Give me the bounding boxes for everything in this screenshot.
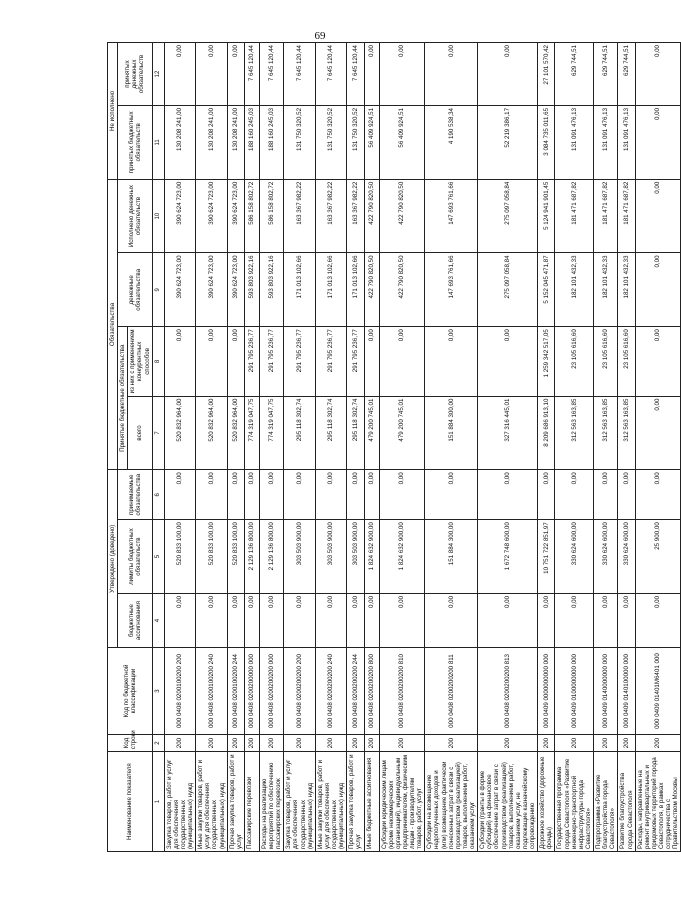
table-row [635, 43, 681, 852]
table-body [164, 43, 681, 852]
cell-monetary-obligations: 593 803 922,16 [259, 253, 283, 327]
cell-executed-monetary: 390 624 723,00 [164, 179, 196, 253]
cell-monetary-obligations: 171 013 102,66 [315, 253, 347, 327]
cell-monetary-obligations: 422 790 820,50 [379, 253, 425, 327]
cell-unexecuted-monetary: 0,00 [425, 43, 478, 106]
rotated-table-wrapper [107, 42, 680, 852]
cell-budget-obligations-total: 312 563 163,85 [555, 396, 594, 470]
cell-executed-monetary: 163 367 982,22 [284, 179, 316, 253]
cell-budget-obligations-competitive: 0,00 [227, 327, 244, 396]
row-kbk-cell: 000 0409 01401M6401 000 [635, 648, 681, 735]
header-approved-ba: бюджетные ассигнования [118, 593, 153, 647]
cell-budget-allocations: 0,00 [259, 593, 283, 647]
cell-unexecuted-monetary: 629 744,51 [594, 43, 618, 106]
cell-budget-obligations-competitive: 0,00 [379, 327, 425, 396]
row-kbk-cell: 000 0408 0200200200 244 [347, 648, 364, 735]
cell-unexecuted-monetary: 0,00 [227, 43, 244, 106]
row-kbk-cell: 000 0408 0200100200 200 [164, 648, 196, 735]
cell-accepted-obligations: 0,00 [347, 470, 364, 520]
row-code-cell: 200 [244, 734, 259, 751]
cell-budget-obligations-total: 520 832 964,00 [164, 396, 196, 470]
row-kbk-cell: 000 0408 0200200000 000 [244, 648, 259, 735]
row-kbk-cell: 000 0408 0200100200 240 [196, 648, 228, 735]
table-row [315, 43, 347, 852]
cell-unexecuted-budget: 130 208 241,00 [164, 105, 196, 179]
row-kbk-cell: 000 0408 0200200200 810 [379, 648, 425, 735]
row-name-cell: Закупка товаров, работ и услуг для обеспечения государственных (муниципальных) нужд [284, 752, 316, 852]
cell-budget-obligations-competitive: 291 795 236,77 [259, 327, 283, 396]
cell-obligation-limits: 303 503 900,00 [284, 520, 316, 594]
cell-unexecuted-monetary: 27 101 570,42 [538, 43, 555, 106]
cell-executed-monetary: 390 624 723,00 [227, 179, 244, 253]
cell-unexecuted-monetary: 0,00 [196, 43, 228, 106]
row-name-cell: Закупка товаров, работ и услуг для обеспечения государственных (муниципальных) нужд [164, 752, 196, 852]
cell-budget-obligations-competitive: 23 105 616,60 [594, 327, 618, 396]
cell-unexecuted-budget: 131 091 476,13 [618, 105, 635, 179]
row-code-cell: 200 [538, 734, 555, 751]
cell-budget-obligations-competitive: 0,00 [196, 327, 228, 396]
cell-unexecuted-monetary: 7 645 120,44 [259, 43, 283, 106]
cell-budget-allocations: 0,00 [364, 593, 379, 647]
cell-executed-monetary: 181 471 687,82 [618, 179, 635, 253]
table-row [164, 43, 196, 852]
row-name-cell: Расходы на реализацию мероприятий по обеспечению пассажирских перевозок [259, 752, 283, 852]
row-code-cell: 200 [555, 734, 594, 751]
row-code-cell: 200 [425, 734, 478, 751]
cell-accepted-obligations: 0,00 [425, 470, 478, 520]
cell-budget-allocations: 0,00 [227, 593, 244, 647]
cell-budget-obligations-total: 312 563 163,85 [618, 396, 635, 470]
table-row [196, 43, 228, 852]
cell-unexecuted-budget: 131 091 476,13 [555, 105, 594, 179]
cell-budget-obligations-competitive: 23 105 616,60 [555, 327, 594, 396]
cell-accepted-obligations: 0,00 [538, 470, 555, 520]
row-name-cell: Подпрограмма «Развитие благоустройства города Севастополя» [594, 752, 618, 852]
row-kbk-cell: 000 0409 0100000000 000 [555, 648, 594, 735]
table-row [594, 43, 618, 852]
row-name-cell: Государственная программа города Севастополя «Развитие инженерно-транспортной инфраструктуры города Севастополя» [555, 752, 594, 852]
cell-unexecuted-budget: 56 409 924,51 [379, 105, 425, 179]
row-name-cell: Субсидии на возмещение недополученных доходов и (или) возмещение фактически понесенных затрат в связи с производством (реализацией) товаров, выполнением работ, оказанием услуг [425, 752, 478, 852]
cell-budget-obligations-total: 479 200 745,01 [379, 396, 425, 470]
cell-monetary-obligations: 593 803 922,16 [244, 253, 259, 327]
cell-budget-obligations-competitive: 291 795 236,77 [244, 327, 259, 396]
table-row [259, 43, 283, 852]
table-row [244, 43, 259, 852]
header-code: Код строки [108, 734, 153, 751]
budget-report-table [107, 42, 681, 852]
cell-monetary-obligations: 182 101 432,33 [594, 253, 618, 327]
row-name-cell: Развитие благоустройства города Севастополя [618, 752, 635, 852]
cell-budget-allocations: 0,00 [478, 593, 538, 647]
table-row [379, 43, 425, 852]
cell-accepted-obligations: 0,00 [379, 470, 425, 520]
cell-budget-allocations: 0,00 [555, 593, 594, 647]
cell-unexecuted-budget: 0,00 [635, 105, 681, 179]
cell-accepted-obligations: 0,00 [284, 470, 316, 520]
cell-executed-monetary: 390 624 723,00 [196, 179, 228, 253]
header-obligations: Обязательства [108, 179, 118, 470]
cell-executed-monetary: 275 097 058,84 [478, 179, 538, 253]
row-kbk-cell: 000 0409 0140100000 000 [618, 648, 635, 735]
cell-budget-allocations: 0,00 [244, 593, 259, 647]
cell-obligation-limits: 1 824 632 900,00 [379, 520, 425, 594]
row-kbk-cell: 000 0408 0200200200 240 [315, 648, 347, 735]
cell-unexecuted-budget: 188 160 245,03 [259, 105, 283, 179]
cell-unexecuted-monetary: 7 645 120,44 [244, 43, 259, 106]
row-code-cell: 200 [164, 734, 196, 751]
cell-budget-allocations: 0,00 [635, 593, 681, 647]
table-row [227, 43, 244, 852]
cell-executed-monetary: 422 790 820,50 [379, 179, 425, 253]
cell-monetary-obligations: 171 013 102,66 [284, 253, 316, 327]
header-budget-code: Код по бюджетной классификации [108, 648, 153, 735]
row-kbk-cell: 000 0408 0200200200 200 [284, 648, 316, 735]
row-kbk-cell: 000 0408 0200200200 800 [364, 648, 379, 735]
cell-monetary-obligations: 5 152 045 471,87 [538, 253, 555, 327]
row-code-cell: 200 [635, 734, 681, 751]
cell-accepted-obligations: 0,00 [594, 470, 618, 520]
col-number: 11 [152, 105, 164, 179]
cell-executed-monetary: 163 367 982,22 [347, 179, 364, 253]
cell-obligation-limits: 520 833 100,00 [164, 520, 196, 594]
cell-budget-obligations-competitive: 0,00 [635, 327, 681, 396]
cell-budget-obligations-total: 774 319 047,75 [244, 396, 259, 470]
cell-unexecuted-budget: 3 084 735 011,65 [538, 105, 555, 179]
header-ne-monetary: принятых денежных обязательств [118, 43, 153, 106]
cell-obligation-limits: 10 751 722 851,97 [538, 520, 555, 594]
cell-accepted-obligations: 0,00 [196, 470, 228, 520]
cell-obligation-limits: 2 129 136 800,00 [244, 520, 259, 594]
row-code-cell: 200 [364, 734, 379, 751]
cell-monetary-obligations: 390 624 723,00 [227, 253, 244, 327]
cell-budget-allocations: 0,00 [196, 593, 228, 647]
cell-accepted-obligations: 0,00 [478, 470, 538, 520]
col-number: 3 [152, 648, 164, 735]
cell-obligation-limits: 330 624 600,00 [618, 520, 635, 594]
cell-accepted-obligations: 0,00 [259, 470, 283, 520]
cell-monetary-obligations: 275 097 058,84 [478, 253, 538, 327]
cell-budget-allocations: 0,00 [164, 593, 196, 647]
row-name-cell: Субсидии (гранты в форме субсидий) на финансовое обеспечение затрат в связи с производством (реализацией) товаров, выполнением работ, оказанием услуг, не подлежащие казначейскому сопровождению [478, 752, 538, 852]
cell-unexecuted-budget: 131 750 320,52 [347, 105, 364, 179]
cell-unexecuted-monetary: 7 645 120,44 [347, 43, 364, 106]
cell-budget-obligations-competitive: 0,00 [425, 327, 478, 396]
header-approved-limits: лимиты бюджетных обязательств [118, 520, 153, 594]
row-name-cell: Иные закупки товаров, работ и услуг для обеспечения государственных (муниципальных) нужд [315, 752, 347, 852]
cell-unexecuted-monetary: 0,00 [379, 43, 425, 106]
cell-obligation-limits: 2 129 136 800,00 [259, 520, 283, 594]
cell-unexecuted-budget: 131 750 320,52 [315, 105, 347, 179]
cell-budget-allocations: 0,00 [315, 593, 347, 647]
row-name-cell: Расходы, направленные на ремонт внутриквартальных и придомовых территорий города Севастополя, в рамках сотрудничества с Правительством Москвы [635, 752, 681, 852]
cell-unexecuted-budget: 52 219 386,17 [478, 105, 538, 179]
cell-unexecuted-budget: 131 091 476,13 [594, 105, 618, 179]
row-kbk-cell: 000 0408 0200100200 244 [227, 648, 244, 735]
row-code-cell: 200 [594, 734, 618, 751]
row-name-cell: Дорожное хозяйство (дорожные фонды) [538, 752, 555, 852]
cell-obligation-limits: 1 824 632 900,00 [364, 520, 379, 594]
table-row [347, 43, 364, 852]
cell-accepted-obligations: 0,00 [244, 470, 259, 520]
col-number: 6 [152, 470, 164, 520]
cell-accepted-obligations: 0,00 [555, 470, 594, 520]
cell-budget-allocations: 0,00 [347, 593, 364, 647]
cell-budget-obligations-competitive: 291 795 236,77 [347, 327, 364, 396]
cell-budget-obligations-total: 295 118 302,74 [315, 396, 347, 470]
row-name-cell: Субсидии юридическим лицам (кроме некоммерческих организаций), индивидуальным предпринимателям, физическим лицам - производителям товаров, работ, услуг [379, 752, 425, 852]
cell-obligation-limits: 330 624 600,00 [594, 520, 618, 594]
cell-monetary-obligations: 171 013 102,66 [347, 253, 364, 327]
row-kbk-cell: 000 0409 0000000000 000 [538, 648, 555, 735]
cell-budget-obligations-competitive: 1 259 342 517,05 [538, 327, 555, 396]
cell-budget-obligations-total: 0,00 [635, 396, 681, 470]
cell-budget-obligations-total: 8 209 686 913,10 [538, 396, 555, 470]
cell-obligation-limits: 303 503 900,00 [315, 520, 347, 594]
header-approved-accepted: принимаемые обязательства [118, 470, 153, 520]
cell-budget-obligations-total: 312 563 163,85 [594, 396, 618, 470]
cell-unexecuted-monetary: 0,00 [478, 43, 538, 106]
cell-budget-obligations-total: 520 832 964,00 [196, 396, 228, 470]
cell-obligation-limits: 330 624 600,00 [555, 520, 594, 594]
cell-unexecuted-budget: 131 750 320,52 [284, 105, 316, 179]
row-code-cell: 200 [347, 734, 364, 751]
header-approved: Утверждено (доведено) [108, 470, 118, 648]
row-name-cell: Пассажирские перевозки [244, 752, 259, 852]
cell-monetary-obligations: 422 790 820,50 [364, 253, 379, 327]
cell-unexecuted-budget: 4 190 538,34 [425, 105, 478, 179]
row-name-cell: Иные закупки товаров, работ и услуг для обеспечения государственных (муниципальных) нужд [196, 752, 228, 852]
row-code-cell: 200 [284, 734, 316, 751]
cell-unexecuted-monetary: 7 645 120,44 [284, 43, 316, 106]
header-name: Наименование показателя [108, 752, 153, 852]
col-number: 1 [152, 752, 164, 852]
col-number: 4 [152, 593, 164, 647]
table-row [555, 43, 594, 852]
cell-budget-obligations-competitive: 0,00 [164, 327, 196, 396]
cell-budget-obligations-competitive: 23 105 616,60 [618, 327, 635, 396]
row-kbk-cell: 000 0408 0200200200 000 [259, 648, 283, 735]
cell-monetary-obligations: 147 693 761,66 [425, 253, 478, 327]
cell-obligation-limits: 151 884 300,00 [425, 520, 478, 594]
row-kbk-cell: 000 0408 0200200200 811 [425, 648, 478, 735]
cell-budget-obligations-total: 774 319 047,75 [259, 396, 283, 470]
row-code-cell: 200 [259, 734, 283, 751]
header-competitive: из них с применением конкурентных способов [128, 327, 152, 396]
cell-obligation-limits: 520 833 100,00 [196, 520, 228, 594]
cell-unexecuted-budget: 56 409 924,51 [364, 105, 379, 179]
cell-monetary-obligations: 390 624 723,00 [164, 253, 196, 327]
cell-budget-obligations-total: 327 316 445,01 [478, 396, 538, 470]
row-name-cell: Прочая закупка товаров, работ и услуг [227, 752, 244, 852]
cell-executed-monetary: 5 124 941 901,45 [538, 179, 555, 253]
cell-accepted-obligations: 0,00 [635, 470, 681, 520]
row-kbk-cell: 000 0409 0140000000 000 [594, 648, 618, 735]
row-code-cell: 200 [315, 734, 347, 751]
cell-monetary-obligations: 0,00 [635, 253, 681, 327]
cell-budget-obligations-competitive: 0,00 [364, 327, 379, 396]
cell-budget-obligations-total: 520 832 964,00 [227, 396, 244, 470]
header-not-executed: Не исполнено [108, 43, 118, 180]
cell-accepted-obligations: 0,00 [227, 470, 244, 520]
cell-executed-monetary: 586 158 802,72 [259, 179, 283, 253]
header-monetary: денежные обязательства [118, 253, 153, 327]
row-name-cell: Прочая закупка товаров, работ и услуг [347, 752, 364, 852]
cell-unexecuted-monetary: 0,00 [364, 43, 379, 106]
cell-budget-allocations: 0,00 [538, 593, 555, 647]
cell-obligation-limits: 1 672 748 600,00 [478, 520, 538, 594]
cell-monetary-obligations: 390 624 723,00 [196, 253, 228, 327]
cell-executed-monetary: 163 367 982,22 [315, 179, 347, 253]
cell-executed-monetary: 181 471 687,82 [555, 179, 594, 253]
cell-budget-allocations: 0,00 [284, 593, 316, 647]
cell-accepted-obligations: 0,00 [364, 470, 379, 520]
row-code-cell: 200 [618, 734, 635, 751]
col-number: 9 [152, 253, 164, 327]
row-code-cell: 200 [478, 734, 538, 751]
table-row [284, 43, 316, 852]
cell-budget-allocations: 0,00 [594, 593, 618, 647]
cell-monetary-obligations: 182 101 432,33 [555, 253, 594, 327]
cell-unexecuted-budget: 130 208 241,00 [196, 105, 228, 179]
cell-unexecuted-monetary: 629 744,51 [555, 43, 594, 106]
cell-executed-monetary: 147 693 761,66 [425, 179, 478, 253]
cell-accepted-obligations: 0,00 [315, 470, 347, 520]
header-accepted-budget: Принятые бюджетные обязательства [118, 327, 128, 470]
cell-unexecuted-budget: 188 160 245,03 [244, 105, 259, 179]
cell-unexecuted-monetary: 0,00 [635, 43, 681, 106]
col-number: 12 [152, 43, 164, 106]
cell-budget-obligations-competitive: 291 795 236,77 [315, 327, 347, 396]
cell-executed-monetary: 181 471 687,82 [594, 179, 618, 253]
row-kbk-cell: 000 0408 0200200200 813 [478, 648, 538, 735]
cell-budget-obligations-competitive: 291 795 236,77 [284, 327, 316, 396]
cell-budget-obligations-competitive: 0,00 [478, 327, 538, 396]
cell-budget-allocations: 0,00 [618, 593, 635, 647]
cell-budget-obligations-total: 151 884 300,00 [425, 396, 478, 470]
cell-budget-allocations: 0,00 [425, 593, 478, 647]
row-code-cell: 200 [196, 734, 228, 751]
cell-obligation-limits: 25 900,00 [635, 520, 681, 594]
cell-unexecuted-budget: 130 208 241,00 [227, 105, 244, 179]
col-number: 10 [152, 179, 164, 253]
table-row [364, 43, 379, 852]
table-row [538, 43, 555, 852]
header-ne-budget: принятых бюджетных обязательств [118, 105, 153, 179]
table-row [425, 43, 478, 852]
cell-executed-monetary: 586 158 802,72 [244, 179, 259, 253]
col-number: 2 [152, 734, 164, 751]
header-executed-monetary: Исполнено денежных обязательств [118, 179, 153, 253]
row-name-cell: Иные бюджетные ассигнования [364, 752, 379, 852]
table-row [618, 43, 635, 852]
page-number: 69 [314, 30, 326, 42]
cell-budget-obligations-total: 295 118 302,74 [284, 396, 316, 470]
cell-executed-monetary: 0,00 [635, 179, 681, 253]
table-row [478, 43, 538, 852]
cell-accepted-obligations: 0,00 [164, 470, 196, 520]
cell-obligation-limits: 303 503 900,00 [347, 520, 364, 594]
col-number: 5 [152, 520, 164, 594]
header-total: всего [128, 396, 152, 470]
cell-unexecuted-monetary: 0,00 [164, 43, 196, 106]
col-number: 7 [152, 396, 164, 470]
cell-unexecuted-monetary: 629 744,51 [618, 43, 635, 106]
cell-obligation-limits: 520 833 100,00 [227, 520, 244, 594]
cell-monetary-obligations: 182 101 432,33 [618, 253, 635, 327]
cell-accepted-obligations: 0,00 [618, 470, 635, 520]
cell-unexecuted-monetary: 7 645 120,44 [315, 43, 347, 106]
row-code-cell: 200 [227, 734, 244, 751]
cell-executed-monetary: 422 790 820,50 [364, 179, 379, 253]
cell-budget-obligations-total: 479 200 745,01 [364, 396, 379, 470]
cell-budget-allocations: 0,00 [379, 593, 425, 647]
row-code-cell: 200 [379, 734, 425, 751]
cell-budget-obligations-total: 295 118 302,74 [347, 396, 364, 470]
col-number: 8 [152, 327, 164, 396]
